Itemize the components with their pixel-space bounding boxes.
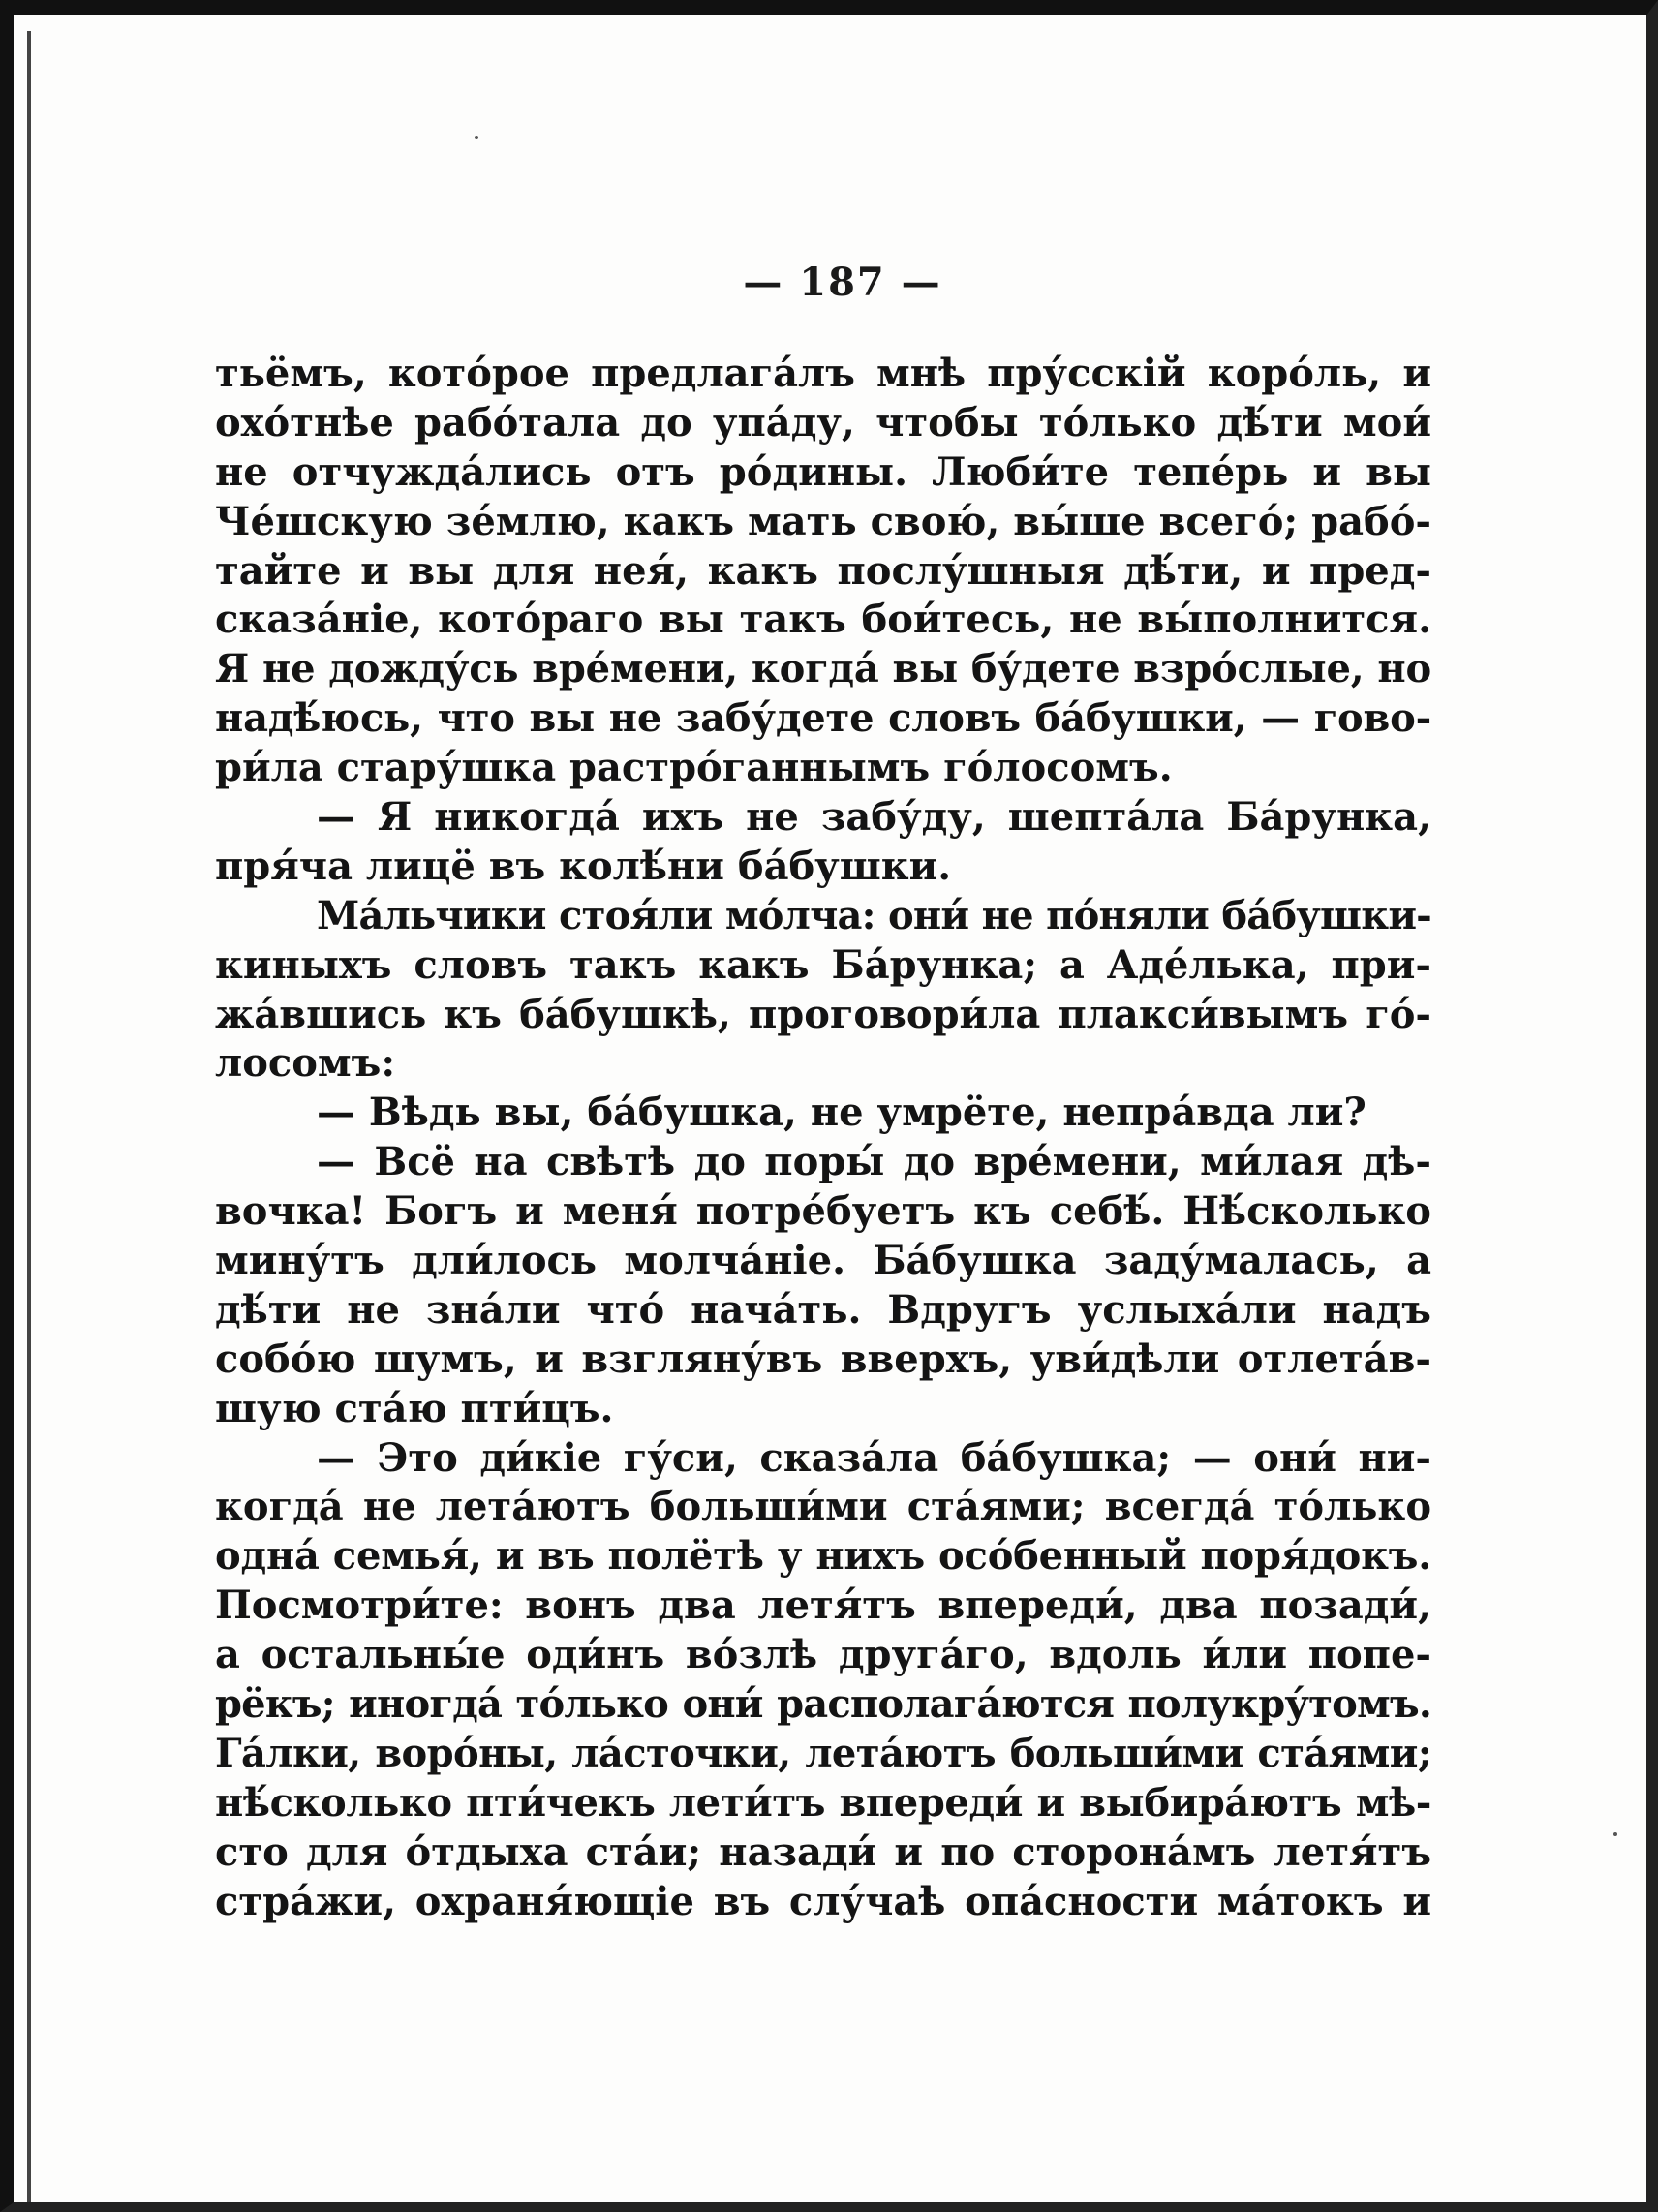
text-line: лосомъ: [215,1040,396,1087]
body-text [215,350,1431,1927]
text-line: жа́вшись къ ба́бушкѣ, проговори́ла плакси́вымъ го́- [215,991,1431,1037]
print-speck [1613,1832,1617,1836]
text-line: тьёмъ, кото́рое предлага́лъ мнѣ пру́сскій коро́ль, и [215,351,1431,396]
text-line: Га́лки, воро́ны, ла́сточки, лета́ютъ больши́ми ста́ями; [215,1730,1431,1776]
text-line: вочка! Богъ и меня́ потре́буетъ къ себѣ́. Нѣ́сколько [215,1188,1431,1235]
text-line: ри́ла стару́шка растро́ганнымъ го́лосомъ. [215,745,1173,791]
text-line: мину́тъ дли́лось молча́ніе. Ба́бушка заду́малась, а [215,1238,1431,1284]
text-line: собо́ю шумъ, и взгляну́въ вверхъ, уви́дѣли отлета́в- [215,1336,1431,1382]
text-line: киныхъ словъ такъ какъ Ба́рунка; а Аде́лька, при- [215,941,1431,988]
text-line: сто для о́тдыха ста́и; назади́ и по сторона́мъ летя́тъ [215,1828,1431,1875]
text-line: а остальны́е оди́нъ во́злѣ друга́го, вдоль и́ли попе- [215,1632,1431,1678]
text-line: Я не дожду́сь вре́мени, когда́ вы бу́дете взро́слые, но [215,646,1431,692]
text-line: — Всё на свѣтѣ до поры́ до вре́мени, ми́лая дѣ- [317,1139,1431,1185]
text-line: нѣ́сколько пти́чекъ лети́тъ впереди́ и выбира́ютъ мѣ- [215,1779,1431,1826]
text-line: стра́жи, охраня́ющіе въ слу́чаѣ опа́сности ма́токъ и [215,1878,1431,1924]
text-line: сказа́ніе, кото́раго вы такъ бои́тесь, не вы́полнится. [215,597,1431,643]
text-line: надѣ́юсь, что вы не забу́дете словъ ба́бушки, — гово- [215,695,1431,742]
print-speck [475,136,478,139]
page-gutter-shadow [27,31,31,2212]
text-line: когда́ не лета́ютъ больши́ми ста́ями; всегда́ то́лько [215,1484,1431,1530]
text-line: — Я никогда́ ихъ не забу́ду, шепта́ла Ба́рунка, [317,794,1431,841]
text-line: Посмотри́те: вонъ два летя́тъ впереди́, два позади́, [215,1582,1431,1629]
text-line: шую ста́ю пти́цъ. [215,1385,614,1431]
text-line: — Вѣдь вы, ба́бушка, не умрёте, непра́вда ли? [317,1090,1366,1136]
text-line: тайте и вы для нея́, какъ послу́шныя дѣ́ти, и пред- [215,547,1431,594]
page-number: — 187 — [743,260,942,305]
text-line: Че́шскую зе́млю, какъ мать свою́, вы́ше всего́; рабо́- [215,498,1431,544]
text-line: — Это ди́кіе гу́си, сказа́ла ба́бушка; — они́ ни- [317,1434,1431,1481]
text-line: охо́тнѣе рабо́тала до упа́ду, чтобы то́лько дѣ́ти мои́ [215,399,1431,445]
text-line: дѣ́ти не зна́ли что́ нача́ть. Вдругъ услыха́ли надъ [215,1286,1431,1333]
text-line: рёкъ; иногда́ то́лько они́ располага́ются полукру́томъ. [215,1681,1431,1728]
text-line: Ма́льчики стоя́ли мо́лча: они́ не по́няли ба́бушки- [317,892,1431,938]
text-line: одна́ семья́, и въ полётѣ у нихъ осо́бенный поря́докъ. [215,1533,1431,1580]
text-line: пря́ча лицё въ колѣ́ни ба́бушки. [215,843,952,889]
text-line: не отчужда́лись отъ ро́дины. Люби́те тепе́рь и вы [215,448,1431,495]
